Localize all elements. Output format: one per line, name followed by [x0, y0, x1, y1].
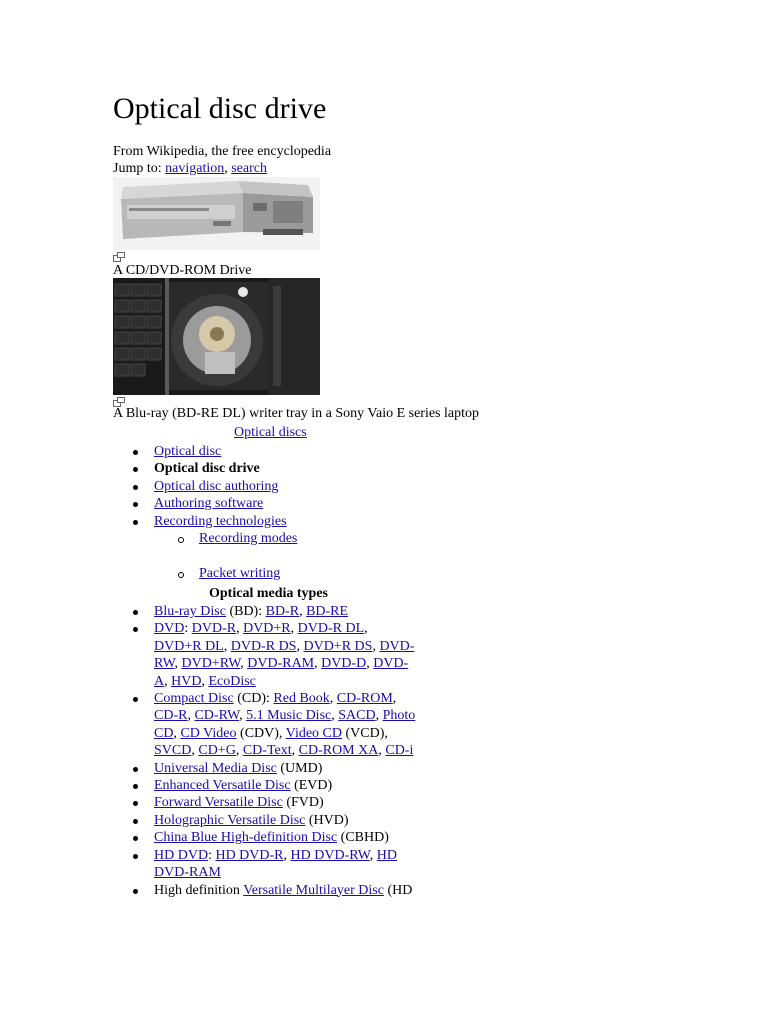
bullet-icon — [133, 502, 138, 507]
media-type-link[interactable]: DVD+R DL — [154, 638, 224, 654]
media-type-link[interactable]: Compact Disc — [154, 691, 234, 707]
media-type-link[interactable]: Video CD — [285, 725, 342, 741]
media-type-text: (CD): — [233, 691, 274, 707]
link-optical-disc[interactable]: Optical disc — [154, 444, 222, 459]
media-type-link[interactable]: HD DVD-R — [215, 847, 284, 863]
list-item — [154, 673, 415, 690]
bullet-icon — [133, 627, 138, 632]
link-recording-modes[interactable]: Recording modes — [199, 531, 298, 546]
media-type-text: , — [164, 673, 172, 689]
media-type-link[interactable]: CD-R — [154, 708, 188, 724]
list-item — [199, 530, 297, 547]
list-item — [154, 460, 287, 477]
blu-ray-tray-image[interactable] — [113, 278, 320, 395]
media-type-text: , — [173, 725, 181, 741]
jump-navigation-link[interactable]: navigation — [165, 161, 225, 176]
list-item — [154, 794, 415, 811]
list-item — [154, 882, 415, 899]
media-type-link[interactable]: HVD — [171, 673, 202, 689]
media-type-link[interactable]: DVD-RAM — [247, 656, 315, 672]
media-type-text: , — [369, 847, 377, 863]
list-item — [154, 638, 415, 655]
media-type-text: , — [375, 708, 383, 724]
link-optical-disc-authoring[interactable]: Optical disc authoring — [154, 478, 279, 494]
media-type-link[interactable]: Versatile Multilayer Disc — [243, 882, 384, 898]
list-item — [154, 620, 415, 637]
media-type-text: , — [314, 656, 322, 672]
media-type-link[interactable]: DVD-R DS — [230, 638, 297, 654]
media-type-text: , — [223, 638, 231, 654]
navbox-subitem-list — [199, 565, 280, 582]
media-type-link[interactable]: CD-i — [385, 743, 414, 759]
media-type-text: (CDV), — [236, 725, 286, 741]
media-type-text: , — [392, 691, 397, 707]
media-type-text: , — [235, 743, 243, 759]
media-type-text: , — [299, 604, 307, 619]
media-type-link[interactable]: SACD — [338, 708, 376, 724]
media-type-link[interactable]: CD-ROM — [336, 691, 393, 707]
list-item — [154, 760, 415, 777]
list-item — [154, 847, 415, 864]
bullet-icon — [133, 767, 138, 772]
bullet-icon — [133, 784, 138, 789]
media-type-text: , — [283, 847, 291, 863]
media-type-text: , — [290, 621, 298, 637]
link-authoring-software[interactable]: Authoring software — [154, 496, 264, 512]
media-type-text: , — [296, 638, 304, 654]
media-type-text: (CBHD) — [337, 830, 389, 846]
bullet-icon — [133, 467, 138, 472]
navbox-header-optical-media-types: Optical media types — [209, 586, 328, 601]
media-type-link[interactable]: CD-RW — [194, 708, 240, 724]
cd-dvd-rom-drive-image[interactable] — [113, 177, 320, 250]
media-type-text: , — [240, 656, 248, 672]
media-type-link[interactable]: DVD-R — [191, 621, 237, 637]
media-type-link[interactable]: DVD- — [379, 638, 415, 654]
list-item — [154, 603, 415, 620]
list-item — [154, 864, 415, 881]
list-item — [154, 443, 287, 460]
media-type-text: , — [366, 656, 374, 672]
jump-to — [113, 160, 267, 177]
bullet-icon — [133, 854, 138, 859]
circle-bullet-icon — [178, 572, 184, 578]
media-type-text: , — [239, 708, 247, 724]
media-type-link[interactable]: CD — [154, 725, 174, 741]
media-type-text: , — [291, 743, 299, 759]
list-item — [154, 690, 415, 707]
circle-bullet-icon — [178, 537, 184, 543]
media-type-link[interactable]: DVD — [154, 621, 185, 637]
bullet-icon — [133, 889, 138, 894]
media-type-link[interactable]: A — [154, 673, 165, 689]
current-page-label: Optical disc drive — [154, 461, 260, 477]
media-type-text: (EVD) — [290, 778, 333, 794]
media-type-link[interactable]: RW — [154, 656, 175, 672]
enlarge-icon[interactable] — [113, 251, 125, 261]
media-type-link[interactable]: DVD+R DS — [303, 638, 373, 654]
bullet-icon — [133, 836, 138, 841]
media-type-link[interactable]: CD Video — [180, 725, 237, 741]
bullet-icon — [133, 801, 138, 806]
link-recording-technologies[interactable]: Recording technologies — [154, 513, 287, 529]
navbox-header-optical-discs[interactable]: Optical discs — [234, 425, 307, 440]
media-type-text: , — [331, 708, 339, 724]
media-type-text: (FVD) — [282, 795, 324, 811]
list-item — [154, 777, 415, 794]
media-type-text: (UMD) — [276, 760, 323, 776]
media-type-link[interactable]: Red Book — [273, 691, 330, 707]
media-type-link[interactable]: EcoDisc — [208, 673, 256, 689]
media-type-link[interactable]: CD-Text — [242, 743, 292, 759]
media-type-link[interactable]: CD-ROM XA — [298, 743, 379, 759]
media-type-link[interactable]: DVD-R DL — [297, 621, 365, 637]
media-type-text: , — [201, 673, 209, 689]
list-item — [154, 513, 287, 530]
media-type-text: , — [372, 638, 380, 654]
media-type-link[interactable]: China Blue High-definition Disc — [154, 830, 338, 846]
navbox-optical-discs-list — [154, 443, 287, 530]
list-item — [154, 812, 415, 829]
navbox-media-types-list — [154, 603, 415, 899]
bullet-icon — [133, 520, 138, 525]
media-type-text: , — [191, 743, 199, 759]
media-type-link[interactable]: DVD+RW — [181, 656, 241, 672]
media-type-text: (HVD) — [305, 812, 349, 828]
bullet-icon — [133, 819, 138, 824]
media-type-text: , — [174, 656, 182, 672]
list-item — [154, 829, 415, 846]
jump-to-label: Jump to: — [113, 161, 166, 176]
media-type-link[interactable]: Enhanced Versatile Disc — [154, 778, 291, 794]
jump-search-link[interactable]: search — [231, 161, 267, 176]
page-title: Optical disc drive — [113, 92, 327, 125]
media-type-link[interactable]: CD+G — [198, 743, 236, 759]
media-type-link[interactable]: Forward Versatile Disc — [154, 795, 283, 811]
bullet-icon — [133, 485, 138, 490]
media-type-link[interactable]: DVD- — [373, 656, 409, 672]
media-type-link[interactable]: Universal Media Disc — [154, 760, 277, 776]
list-item — [199, 565, 280, 582]
media-type-text: , — [329, 691, 337, 707]
list-item — [154, 495, 287, 512]
media-type-text: : — [184, 621, 192, 637]
media-type-text: High definition — [154, 882, 244, 898]
media-type-link[interactable]: 5.1 Music Disc — [246, 708, 332, 724]
media-type-text: (HD — [383, 882, 413, 898]
media-type-link[interactable]: BD-R — [265, 604, 300, 619]
jump-separator: , — [224, 161, 232, 176]
tagline: From Wikipedia, the free encyclopedia — [113, 144, 332, 159]
media-type-text: , — [236, 621, 244, 637]
list-item — [154, 655, 415, 672]
media-type-text: : — [208, 847, 216, 863]
bullet-icon — [133, 697, 138, 702]
list-item — [154, 478, 287, 495]
media-type-text: (BD): — [225, 604, 266, 619]
list-item — [154, 742, 415, 759]
media-type-link[interactable]: HD DVD-RW — [290, 847, 370, 863]
media-type-link[interactable]: SVCD — [154, 743, 192, 759]
bullet-icon — [133, 610, 138, 615]
figure-caption: A Blu-ray (BD-RE DL) writer tray in a Sony Vaio E series laptop — [113, 406, 480, 421]
media-type-link[interactable]: Blu-ray Disc — [154, 604, 226, 619]
navbox-subitem-list — [199, 530, 297, 547]
media-type-link[interactable]: HD — [376, 847, 397, 863]
media-type-link[interactable]: DVD-RAM — [154, 865, 221, 881]
media-type-text: , — [187, 708, 195, 724]
link-packet-writing[interactable]: Packet writing — [199, 566, 281, 581]
media-type-link[interactable]: Photo — [382, 708, 416, 724]
media-type-text: , — [364, 621, 368, 637]
list-item — [154, 707, 415, 724]
figure-caption: A CD/DVD-ROM Drive — [113, 263, 252, 278]
media-type-link[interactable]: Holographic Versatile Disc — [154, 812, 306, 828]
media-type-link[interactable]: DVD-D — [321, 656, 367, 672]
media-type-link[interactable]: HD DVD — [154, 847, 209, 863]
bullet-icon — [133, 450, 138, 455]
media-type-link[interactable]: BD-RE — [306, 604, 349, 619]
media-type-text: , — [378, 743, 386, 759]
media-type-text: (VCD), — [342, 725, 388, 741]
list-item — [154, 725, 415, 742]
media-type-link[interactable]: DVD+R — [243, 621, 291, 637]
